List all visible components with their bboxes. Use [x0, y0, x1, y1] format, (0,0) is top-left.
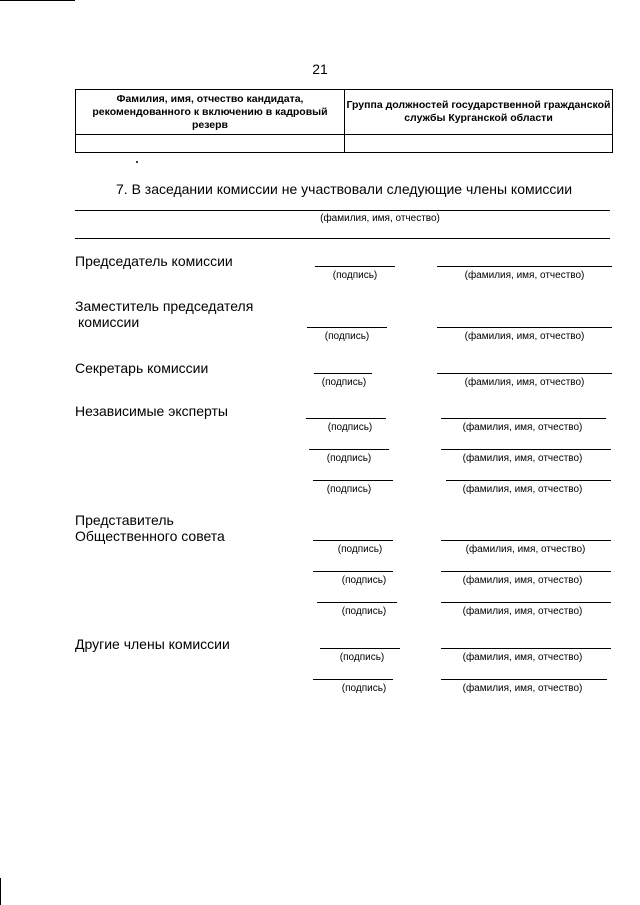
absent-members-line-2[interactable] [75, 238, 610, 239]
role-public-council-line2: Общественного совета [75, 528, 225, 544]
expert-1-signature-line[interactable] [306, 418, 386, 419]
expert-3-fio-line[interactable] [446, 480, 611, 481]
other-2-signature-line[interactable] [313, 679, 393, 680]
public-3-fio-caption: (фамилия, имя, отчество) [462, 606, 583, 617]
public-3-fio-line[interactable] [441, 602, 611, 603]
expert-2-fio-caption: (фамилия, имя, отчество) [462, 453, 583, 464]
role-chairman: Председатель комиссии [75, 253, 233, 269]
page-number: 21 [312, 61, 328, 77]
public-2-fio-caption: (фамилия, имя, отчество) [462, 575, 583, 586]
absent-members-line-1[interactable] [75, 210, 610, 211]
role-other-members: Другие члены комиссии [75, 636, 230, 652]
other-2-fio-caption: (фамилия, имя, отчество) [462, 683, 583, 694]
expert-3-signature-caption: (подпись) [326, 484, 372, 495]
other-1-fio-caption: (фамилия, имя, отчество) [462, 652, 583, 663]
absent-members-caption: (фамилия, имя, отчество) [320, 213, 440, 224]
public-1-signature-line[interactable] [313, 540, 393, 541]
public-1-fio-line[interactable] [441, 540, 611, 541]
expert-1-fio-caption: (фамилия, имя, отчество) [462, 422, 583, 433]
expert-2-signature-line[interactable] [309, 449, 389, 450]
role-deputy-line2: комиссии [78, 314, 140, 330]
candidates-table [75, 89, 613, 153]
expert-3-signature-line[interactable] [313, 480, 393, 481]
expert-1-fio-line[interactable] [441, 418, 606, 419]
deputy-fio-caption: (фамилия, имя, отчество) [464, 331, 585, 342]
header-candidate-fio: Фамилия, имя, отчество кандидата, рекомендованного к включению в кадровый резерв [76, 90, 345, 135]
public-2-fio-line[interactable] [441, 571, 611, 572]
chairman-fio-line[interactable] [437, 266, 612, 267]
chairman-fio-caption: (фамилия, имя, отчество) [464, 270, 585, 281]
expert-1-signature-caption: (подпись) [327, 422, 373, 433]
role-experts: Независимые эксперты [75, 403, 228, 419]
expert-2-fio-line[interactable] [441, 449, 611, 450]
chairman-signature-line[interactable] [315, 266, 395, 267]
secretary-fio-caption: (фамилия, имя, отчество) [464, 377, 585, 388]
public-1-signature-caption: (подпись) [337, 544, 383, 555]
public-2-signature-caption: (подпись) [341, 575, 387, 586]
role-secretary: Секретарь комиссии [75, 360, 209, 376]
public-2-signature-line[interactable] [313, 571, 393, 572]
other-1-signature-caption: (подпись) [339, 652, 385, 663]
section-heading: 7. В заседании комиссии не участвовали следующие члены комиссии [116, 181, 573, 197]
table-row [76, 135, 613, 153]
scan-edge-mark-top [0, 0, 75, 1]
deputy-fio-line[interactable] [437, 327, 612, 328]
stray-dot [136, 161, 138, 163]
other-1-fio-line[interactable] [441, 648, 611, 649]
expert-3-fio-caption: (фамилия, имя, отчество) [462, 484, 583, 495]
table-cell-fio[interactable] [76, 135, 345, 153]
deputy-signature-caption: (подпись) [324, 331, 370, 342]
expert-2-signature-caption: (подпись) [326, 453, 372, 464]
public-1-fio-caption: (фамилия, имя, отчество) [465, 544, 586, 555]
scan-edge-mark-left [0, 878, 1, 905]
secretary-signature-caption: (подпись) [321, 377, 367, 388]
table-header-row [76, 90, 613, 135]
public-3-signature-line[interactable] [317, 602, 397, 603]
deputy-signature-line[interactable] [307, 327, 387, 328]
role-deputy-line1: Заместитель председателя [75, 298, 254, 314]
secretary-fio-line[interactable] [437, 373, 612, 374]
public-3-signature-caption: (подпись) [341, 606, 387, 617]
secretary-signature-line[interactable] [314, 373, 372, 374]
other-1-signature-line[interactable] [320, 648, 400, 649]
other-2-fio-line[interactable] [441, 679, 607, 680]
other-2-signature-caption: (подпись) [341, 683, 387, 694]
table-cell-group[interactable] [345, 135, 613, 153]
role-public-council-line1: Представитель [75, 512, 174, 528]
header-position-group: Группа должностей государственной гражданской службы Курганской области [345, 90, 613, 135]
chairman-signature-caption: (подпись) [332, 270, 378, 281]
